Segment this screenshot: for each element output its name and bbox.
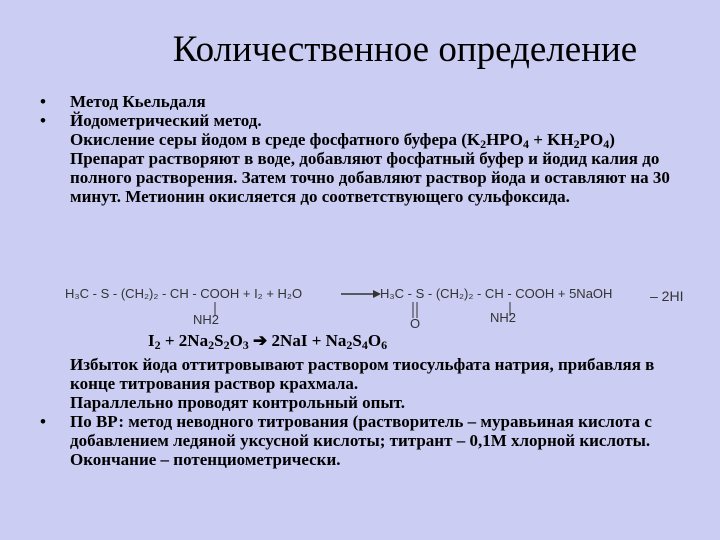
subscript: 3 [242,338,249,352]
bullet-item-vr [40,412,700,469]
eq-part: S [352,331,362,350]
eq-part: I [148,331,155,350]
bullet-marker: • [40,412,46,431]
subscript: 6 [381,338,388,352]
arrow-right-icon [341,289,381,299]
minus-2hi: – 2HI [650,288,684,304]
preparation-text: Препарат растворяют в воде, добавляют фосфатный буфер и йодид калия до полного растворения. Затем точно добавляют раствор йода и оставляют на 30 минут. Метионин окисляется до соответствующего сульфоксида. [70,149,670,206]
subscript: 2 [208,338,215,352]
formula-part: ) [609,130,615,149]
thiosulfate-equation [148,331,387,351]
subscript: 2 [223,338,230,352]
subscript: 4 [603,137,610,151]
nh2-right: NH2 [490,310,517,325]
nh2-left: NH2 [193,312,220,327]
eq-part: 2NaI + Na [271,331,347,350]
subscript: 2 [154,338,161,352]
eq-part: S [214,331,224,350]
iodometric-text: Йодометрический метод. [70,111,262,130]
eq-part: O [229,331,243,350]
kjeldahl-text: Метод Кьельдаля [70,92,206,111]
control-text: Параллельно проводят контрольный опыт. [70,393,406,412]
reaction-left: H₃C - S - (CH₂)₂ - CH - COOH + I₂ + H₂O [65,286,303,301]
bullet-item-iodometric [40,111,700,206]
subscript: 2 [573,137,580,151]
formula-part: HPO [486,130,523,149]
excess-text: Избыток йода оттитровывают раствором тиосульфата натрия, прибавляя в конце титрования раствор крахмала. [70,355,655,393]
eq-part: O [367,331,382,350]
excess-item [40,355,700,412]
subscript: 4 [522,137,529,151]
reaction-right: H₃C - S - (CH₂)₂ - CH - COOH + 5NaOH [380,286,613,301]
bullet-marker: • [40,111,46,130]
content-block-lower [40,355,700,469]
eq-part: + 2Na [160,331,209,350]
formula-part: + KH [528,130,574,149]
oxidation-pre: Окисление серы йодом в среде фосфатного буфера (K [70,130,481,149]
subscript: 2 [480,137,487,151]
bullet-marker: • [40,92,46,111]
arrow-icon: ➔ [248,331,272,350]
formula-part: PO [579,130,604,149]
slide-title: Количественное определение [172,29,638,70]
subscript: 2 [346,338,353,352]
oxygen-label: O [410,316,421,331]
oxidation-text [70,130,700,149]
bullet-item-kjeldahl [40,92,700,111]
subscript: 4 [361,338,368,352]
reaction-scheme [65,280,705,331]
content-block [40,92,700,206]
vr-text: По ВР: метод неводного титрования (растворитель – муравьиная кислота с добавлением ледяной уксусной кислоты; титрант – 0,1М хлорной кислоты. Окончание – потенциометрически. [70,412,652,469]
